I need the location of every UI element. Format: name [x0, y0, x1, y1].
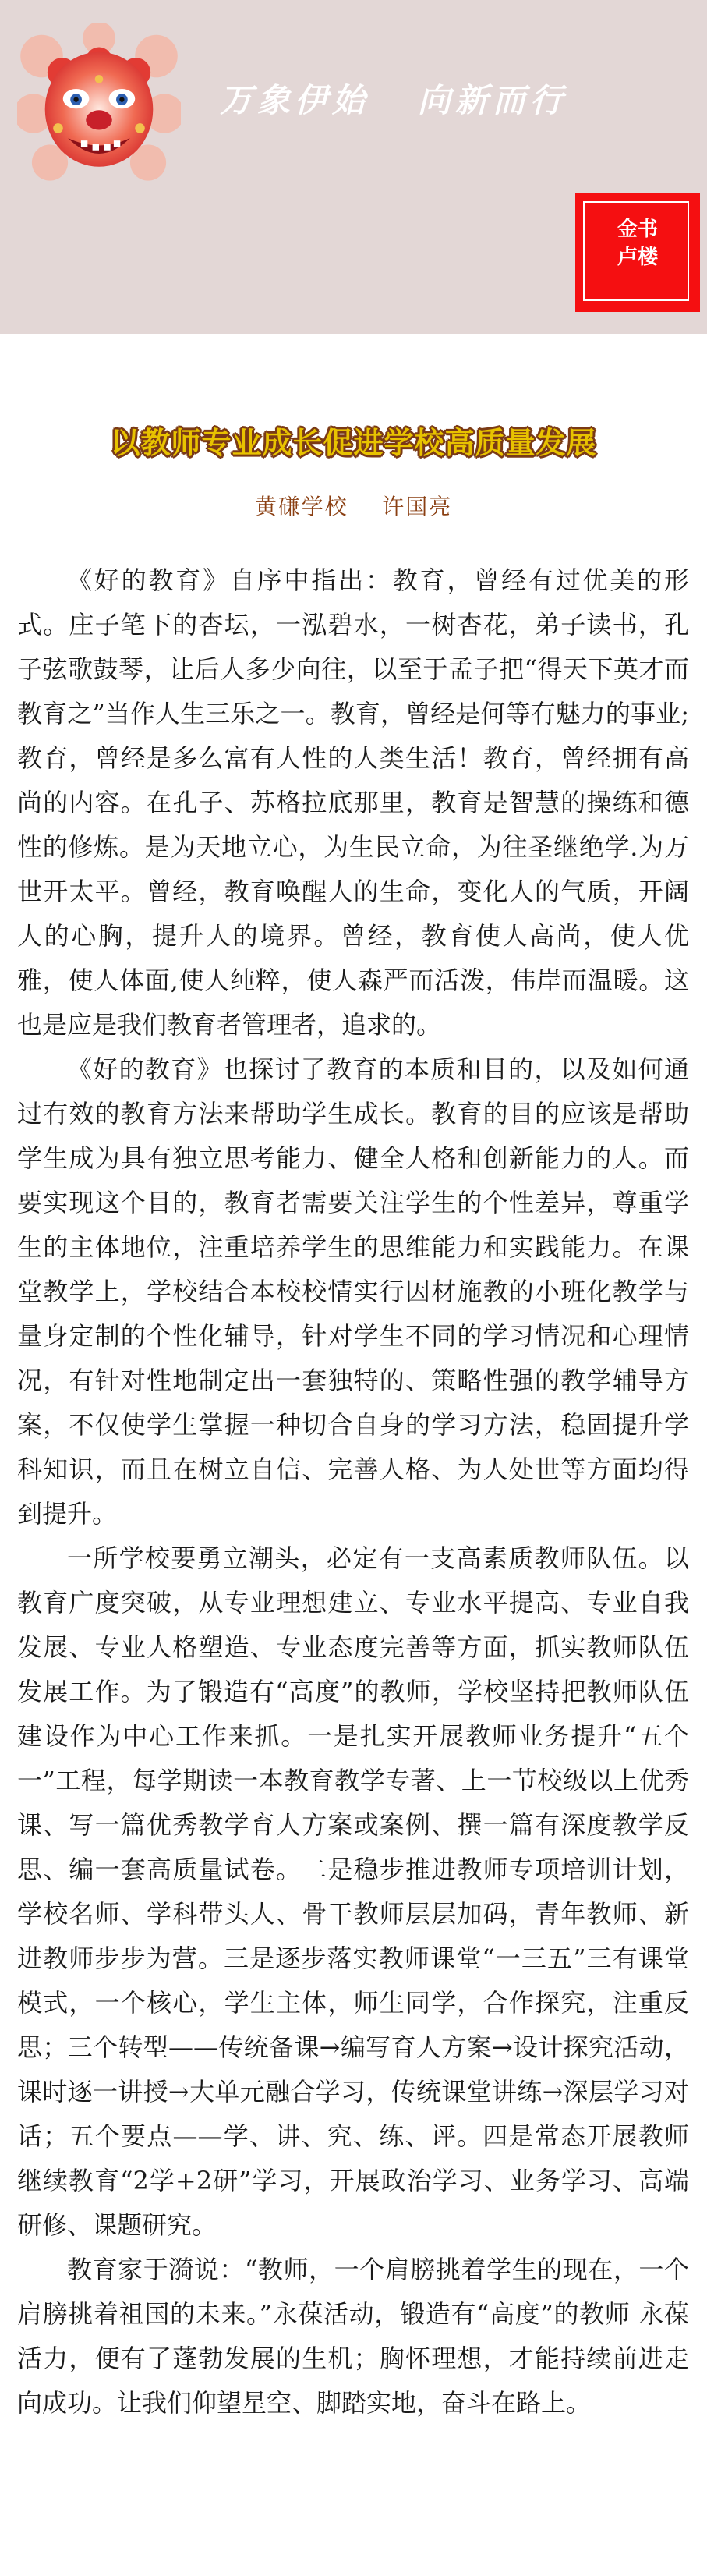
header-banner [0, 0, 707, 334]
seal-text [575, 215, 700, 271]
slogan-text: 万象伊始 向新而行 [220, 81, 567, 119]
paragraph-4: 教育家于漪说：“教师，一个肩膀挑着学生的现在，一个肩膀挑着祖国的未来。”永葆活动，锻造有“高度”的教师 永葆活力，便有了蓬勃发展的生机；胸怀理想，才能持续前进走向成功。让我们仰望星空、脚踏实地，奋斗在路上。 [17, 2255, 689, 2418]
seal-line-1: 金书 [617, 218, 658, 241]
article-author: 黄磏学校 许国亮 [254, 494, 453, 519]
paragraph-2: 《好的教育》也探讨了教育的本质和目的，以及如何通过有效的教育方法来帮助学生成长。教育的目的应该是帮助学生成为具有独立思考能力、健全人格和创新能力的人。而要实现这个目的，教育者需要关注学生的个性差异，尊重学生的主体地位，注重培养学生的思维能力和实践能力。在课堂教学上，学校结合本校校情实行因材施教的小班化教学与量身定制的个性化辅导，针对学生不同的学习情况和心理情况，有针对性地制定出一套独特的、策略性强的教学辅导方案，不仅使学生掌握一种切合自身的学习方法，稳固提升学科知识，而且在树立自信、完善人格、为人处世等方面均得到提升。 [17, 1054, 689, 1529]
seal-stamp [575, 193, 700, 312]
article-body [17, 558, 689, 2425]
lion-head-icon [17, 23, 181, 187]
paragraph-1: 《好的教育》自序中指出：教育，曾经有过优美的形式。庄子笔下的杏坛，一泓碧水，一树杏花，弟子读书，孔子弦歌鼓琴，让后人多少向往，以至于孟子把“得天下英才而教育之”当作人生三乐之一。教育，曾经是何等有魅力的事业;教育，曾经是多么富有人性的人类生活！教育，曾经拥有高尚的内容。在孔子、苏格拉底那里，教育是智慧的操练和德性的修炼。是为天地立心，为生民立命，为往圣继绝学.为万世开太平。曾经，教育唤醒人的生命，变化人的气质，开阔人的心胸，提升人的境界。曾经，教育使人高尚，使人优雅，使人体面,使人纯粹，使人森严而活泼，伟岸而温暖。这也是应是我们教育者管理者，追求的。 [17, 565, 689, 1040]
paragraph-3: 一所学校要勇立潮头，必定有一支高素质教师队伍。以教育广度突破，从专业理想建立、专业水平提高、专业自我发展、专业人格塑造、专业态度完善等方面，抓实教师队伍发展工作。为了锻造有“高度”的教师，学校坚持把教师队伍建设作为中心工作来抓。一是扎实开展教师业务提升“五个一”工程，每学期读一本教育教学专著、上一节校级以上优秀课、写一篇优秀教学育人方案或案例、撰一篇有深度教学反思、编一套高质量试卷。二是稳步推进教师专项培训计划，学校名师、学科带头人、骨干教师层层加码，青年教师、新进教师步步为营。三是逐步落实教师课堂“一三五”三有课堂模式，一个核心，学生主体，师生同学，合作探究，注重反思；三个转型——传统备课→编写育人方案→设计探究活动，课时逐一讲授→大单元融合学习，传统课堂讲练→深层学习对话；五个要点——学、讲、究、练、评。四是常态开展教师继续教育“2学+2研”学习，开展政治学习、业务学习、高端研修、课题研究。 [17, 1543, 689, 2240]
article-title: 以教师专业成长促进学校高质量发展 [110, 425, 597, 460]
seal-line-2: 卢楼 [617, 246, 658, 269]
